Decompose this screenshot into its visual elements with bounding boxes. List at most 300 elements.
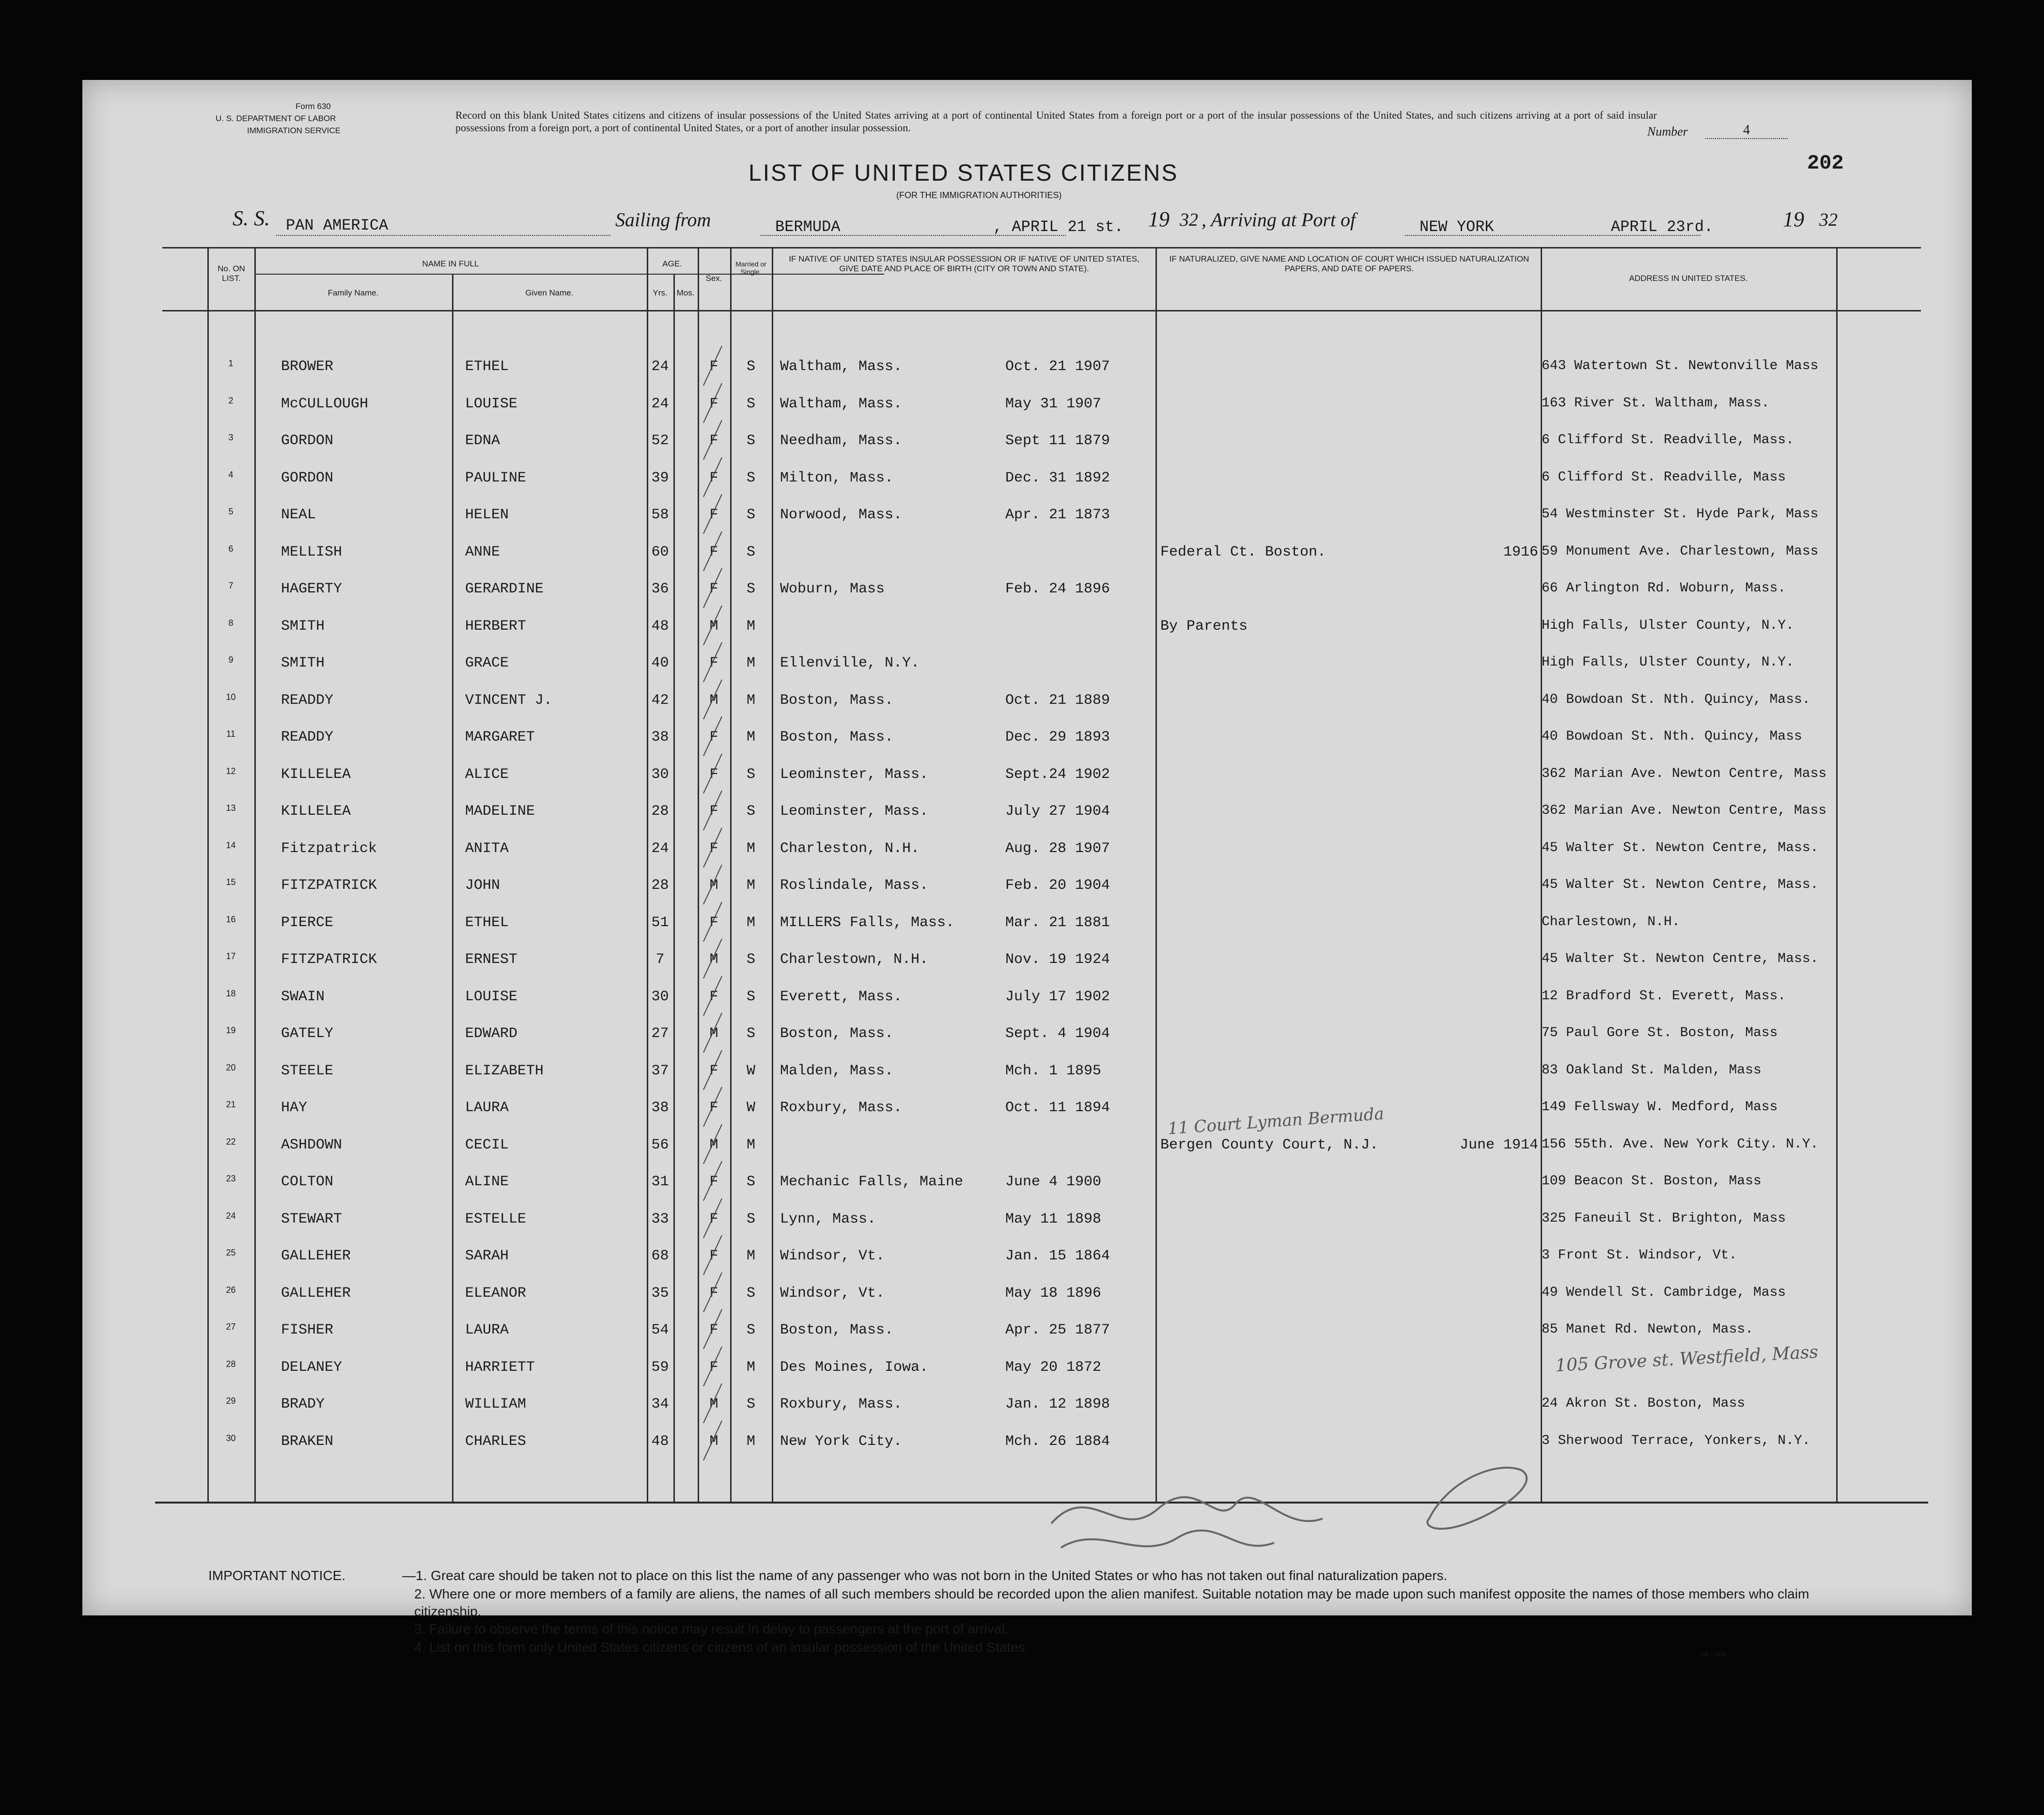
row-age: 27 (651, 1025, 669, 1042)
row-sex: F (709, 433, 718, 449)
row-ms: S (746, 1322, 755, 1338)
row-address: 45 Walter St. Newton Centre, Mass. (1542, 840, 1819, 855)
row-ms: M (746, 655, 755, 671)
row-age: 39 (651, 469, 669, 486)
row-family: COLTON (281, 1174, 334, 1190)
row-sex: M (709, 1136, 718, 1153)
row-place: MILLERS Falls, Mass. (780, 914, 955, 931)
row-ms: S (746, 358, 755, 375)
row-family: MELLISH (281, 543, 343, 560)
row-ms: S (746, 543, 755, 560)
row-date: Sept. 4 1904 (1005, 1025, 1110, 1042)
col-no-header: No. ON LIST. (218, 264, 245, 283)
row-family: Fitzpatrick (281, 840, 377, 857)
row-no: 26 (226, 1285, 236, 1295)
row-place: Malden, Mass. (780, 1062, 894, 1079)
row-family: FITZPATRICK (281, 951, 377, 968)
row-place: Mechanic Falls, Maine (780, 1174, 964, 1190)
row-given: GERARDINE (465, 581, 544, 597)
col-given-header: Given Name. (525, 288, 574, 297)
col-married-header: Married or Single. (735, 260, 766, 276)
row-age: 28 (651, 803, 669, 820)
row-sex: F (709, 766, 718, 783)
signature-scribble (1032, 1451, 1565, 1567)
row-address: 6 Clifford St. Readville, Mass. (1542, 433, 1794, 448)
row-sex: M (709, 1396, 718, 1412)
row-sex: M (709, 618, 718, 635)
row-sex: F (709, 507, 718, 523)
header-bottom-border (162, 310, 1921, 311)
row-ms: S (746, 1174, 755, 1190)
row-date: Oct. 11 1894 (1005, 1100, 1110, 1116)
row-address: 85 Manet Rd. Newton, Mass. (1542, 1322, 1753, 1337)
row-age: 42 (651, 692, 669, 709)
ship-name: PAN AMERICA (286, 217, 389, 234)
row-ms: S (746, 951, 755, 968)
notice-item-2: 2. Where one or more members of a family are aliens, the names of all such members should be recorded upon the alien manifest. Suitable notation may be made upon such manifest opposite the names of those members who claim citizenship. (414, 1586, 1810, 1619)
row-no: 25 (226, 1248, 236, 1257)
row-date: Aug. 28 1907 (1005, 840, 1110, 857)
row-given: PAULINE (465, 469, 527, 486)
row-address: 109 Beacon St. Boston, Mass (1542, 1174, 1762, 1189)
row-place: Woburn, Mass (780, 581, 885, 597)
row-family: STEELE (281, 1062, 334, 1079)
row-place: Charlestown, N.H. (780, 951, 929, 968)
row-given: ETHEL (465, 914, 509, 931)
row-place: Roxbury, Mass. (780, 1396, 903, 1412)
row-age: 35 (651, 1285, 669, 1302)
row-date: Jan. 15 1864 (1005, 1248, 1110, 1264)
row-family: NEAL (281, 507, 316, 523)
row-age: 38 (651, 1100, 669, 1116)
row-place: Everett, Mass. (780, 988, 903, 1005)
col-name-header: NAME IN FULL (422, 259, 479, 268)
row-place: Boston, Mass. (780, 729, 894, 745)
row-age: 51 (651, 914, 669, 931)
row-place: Ellenville, N.Y. (780, 655, 920, 671)
arrival-date: APRIL 23rd. (1611, 218, 1714, 236)
row-address: 3 Front St. Windsor, Vt. (1542, 1248, 1737, 1263)
row-family: HAGERTY (281, 581, 343, 597)
row-address: 362 Marian Ave. Newton Centre, Mass (1542, 803, 1827, 818)
row-family: FISHER (281, 1322, 334, 1338)
row-ms: M (746, 1359, 755, 1376)
col-divider (673, 274, 675, 1502)
col-family-header: Family Name. (328, 288, 379, 297)
row-place: Roslindale, Mass. (780, 877, 929, 894)
row-address: 3 Sherwood Terrace, Yonkers, N.Y. (1542, 1433, 1810, 1448)
row-date: June 4 1900 (1005, 1174, 1102, 1190)
year1-prefix: 19 (1148, 207, 1170, 231)
row-address: High Falls, Ulster County, N.Y. (1542, 655, 1794, 670)
row-sex: F (709, 1210, 718, 1227)
row-age: 34 (651, 1396, 669, 1412)
row-family: GATELY (281, 1025, 334, 1042)
row-address: 75 Paul Gore St. Boston, Mass (1542, 1025, 1778, 1040)
row-no: 12 (226, 766, 236, 776)
row-date: Apr. 21 1873 (1005, 507, 1110, 523)
row-nat: By Parents (1160, 618, 1248, 635)
row-no: 9 (228, 655, 234, 665)
row-given: EDWARD (465, 1025, 518, 1042)
row-sex: F (709, 803, 718, 820)
notice-heading: IMPORTANT NOTICE. (208, 1568, 346, 1583)
row-ms: M (746, 1248, 755, 1264)
col-address-header: ADDRESS IN UNITED STATES. (1629, 274, 1748, 283)
row-ms: M (746, 877, 755, 894)
row-age: 24 (651, 395, 669, 412)
row-family: GALLEHER (281, 1285, 351, 1302)
row-no: 8 (228, 618, 234, 628)
col-yrs-header: Yrs. (653, 288, 668, 297)
row-ms: S (746, 988, 755, 1005)
row-given: HERBERT (465, 618, 527, 635)
row-family: HAY (281, 1100, 308, 1116)
row-no: 15 (226, 877, 236, 887)
row-address: 45 Walter St. Newton Centre, Mass. (1542, 951, 1819, 966)
row-given: ANITA (465, 840, 509, 857)
row-place: Windsor, Vt. (780, 1285, 885, 1302)
row-sex: M (709, 877, 718, 894)
row-given: JOHN (465, 877, 500, 894)
record-instruction: Record on this blank United States citizens and citizens of insular possessions of the United States arriving at a port of continental United States from a foreign port or a port of the insular possessions of the United States, and such citizens arriving at a port of said insular possessions from a foreign port, a port of continental United States, or a port of another insular possession. (455, 109, 1657, 134)
row-age: 24 (651, 358, 669, 375)
row-given: LAURA (465, 1322, 509, 1338)
row-sex: M (709, 951, 718, 968)
row-date: Jan. 12 1898 (1005, 1396, 1110, 1412)
row-given: CHARLES (465, 1433, 527, 1450)
page-number: 202 (1807, 152, 1844, 175)
arriving-label: , Arriving at Port of (1201, 209, 1356, 231)
row-age: 33 (651, 1210, 669, 1227)
row-age: 37 (651, 1062, 669, 1079)
row-ms: M (746, 914, 755, 931)
row-given: LOUISE (465, 395, 518, 412)
service: IMMIGRATION SERVICE (247, 126, 341, 135)
row-ms: W (746, 1100, 755, 1116)
row-ms: S (746, 1396, 755, 1412)
page-subtitle: (FOR THE IMMIGRATION AUTHORITIES) (896, 190, 1062, 200)
sailing-from: BERMUDA (775, 218, 841, 236)
row-year: June 1914 (1459, 1136, 1538, 1153)
row-age: 68 (651, 1248, 669, 1264)
row-no: 11 (226, 729, 235, 739)
row-given: WILLIAM (465, 1396, 527, 1412)
row-given: ANNE (465, 543, 500, 560)
row-no: 3 (228, 433, 234, 442)
row-no: 13 (226, 803, 236, 813)
row-no: 24 (226, 1210, 236, 1221)
col-naturalized-header: IF NATURALIZED, GIVE NAME AND LOCATION OF COURT WHICH ISSUED NATURALIZATION PAPERS, AND DATE OF PAPERS. (1169, 254, 1529, 273)
col-divider (452, 274, 453, 1502)
row-ms: M (746, 840, 755, 857)
row-ms: S (746, 1210, 755, 1227)
row-no: 30 (226, 1433, 236, 1443)
col-divider (1155, 247, 1157, 1502)
row-no: 4 (228, 469, 234, 480)
row-given: MARGARET (465, 729, 535, 745)
row-given: EDNA (465, 433, 500, 449)
row-place: Charleston, N.H. (780, 840, 920, 857)
row-age: 24 (651, 840, 669, 857)
row-sex: F (709, 1248, 718, 1264)
manifest-page (82, 80, 1972, 1658)
year1-suffix: 32 (1180, 210, 1198, 230)
row-no: 2 (228, 395, 234, 405)
row-sex: F (709, 1359, 718, 1376)
row-family: McCULLOUGH (281, 395, 369, 412)
table-top-border (162, 247, 1921, 248)
row-sex: F (709, 543, 718, 560)
notice-item-4: 4. List on this form only United States citizens or citizens of an insular possession of the United States. (414, 1640, 1029, 1655)
row-sex: F (709, 581, 718, 597)
row-no: 22 (226, 1136, 236, 1147)
row-date: Oct. 21 1889 (1005, 692, 1110, 709)
row-family: SMITH (281, 655, 325, 671)
row-no: 21 (226, 1100, 236, 1109)
row-family: GORDON (281, 469, 334, 486)
row-sex: F (709, 1174, 718, 1190)
row-address: 362 Marian Ave. Newton Centre, Mass (1542, 766, 1827, 781)
sail-date: , APRIL 21 st. (993, 218, 1123, 236)
row-family: READDY (281, 729, 334, 745)
row-place: Leominster, Mass. (780, 766, 929, 783)
notice-item-1: —1. Great care should be taken not to place on this list the name of any passenger who was not born in the United States or who has not taken out final naturalization papers. (402, 1568, 1448, 1583)
row-address: 49 Wendell St. Cambridge, Mass (1542, 1285, 1786, 1300)
row-place: Norwood, Mass. (780, 507, 903, 523)
row-sex: F (709, 358, 718, 375)
row-date: Feb. 20 1904 (1005, 877, 1110, 894)
row-age: 40 (651, 655, 669, 671)
row-family: PIERCE (281, 914, 334, 931)
row-family: BRADY (281, 1396, 325, 1412)
row-family: KILLELEA (281, 803, 351, 820)
row-age: 30 (651, 988, 669, 1005)
row-place: Lynn, Mass. (780, 1210, 876, 1227)
row-place: New York City. (780, 1433, 903, 1450)
subheader-line (254, 274, 884, 275)
row-given: ERNEST (465, 951, 518, 968)
row-date: Mch. 1 1895 (1005, 1062, 1102, 1079)
row-age: 7 (655, 951, 665, 968)
row-address: 325 Faneuil St. Brighton, Mass (1542, 1210, 1786, 1226)
form-code: 14—008 (1701, 1650, 1726, 1658)
row-date: Dec. 29 1893 (1005, 729, 1110, 745)
row-sex: M (709, 692, 718, 709)
row-ms: S (746, 803, 755, 820)
row-age: 59 (651, 1359, 669, 1376)
row-given: ALINE (465, 1174, 509, 1190)
row-address: 12 Bradford St. Everett, Mass. (1542, 988, 1786, 1004)
row-address: 6 Clifford St. Readville, Mass (1542, 469, 1786, 485)
row-date: Oct. 21 1907 (1005, 358, 1110, 375)
row-age: 36 (651, 581, 669, 597)
row-given: ALICE (465, 766, 509, 783)
year2-prefix: 19 (1783, 207, 1804, 231)
row-no: 27 (226, 1322, 236, 1332)
row-age: 60 (651, 543, 669, 560)
row-address: 66 Arlington Rd. Woburn, Mass. (1542, 581, 1786, 596)
row-family: GALLEHER (281, 1248, 351, 1264)
row-sex: F (709, 395, 718, 412)
row-ms: M (746, 1136, 755, 1153)
row-ms: S (746, 1025, 755, 1042)
row-no: 19 (226, 1025, 236, 1035)
row-date: May 20 1872 (1005, 1359, 1102, 1376)
ship-line (276, 235, 610, 236)
row-date: Apr. 25 1877 (1005, 1322, 1110, 1338)
row-family: ASHDOWN (281, 1136, 343, 1153)
row-sex: F (709, 840, 718, 857)
row-given: LAURA (465, 1100, 509, 1116)
col-mos-header: Mos. (676, 288, 695, 297)
row-place: Needham, Mass. (780, 433, 903, 449)
row-sex: F (709, 988, 718, 1005)
row-no: 23 (226, 1174, 236, 1183)
col-birth-header: IF NATIVE OF UNITED STATES INSULAR POSSESSION OR IF NATIVE OF UNITED STATES, GIVE DATE AND PLACE OF BIRTH (CITY OR TOWN AND STATE). (789, 254, 1139, 273)
row-sex: M (709, 1025, 718, 1042)
row-date: Mar. 21 1881 (1005, 914, 1110, 931)
row-given: CECIL (465, 1136, 509, 1153)
row-nat: Bergen County Court, N.J. (1160, 1136, 1379, 1153)
row-place: Leominster, Mass. (780, 803, 929, 820)
row-place: Waltham, Mass. (780, 358, 903, 375)
col-divider (772, 247, 773, 1502)
row-sex: F (709, 1100, 718, 1116)
number-value: 4 (1705, 123, 1788, 139)
row-date: Sept.24 1902 (1005, 766, 1110, 783)
row-family: FITZPATRICK (281, 877, 377, 894)
form-number: Form 630 (296, 102, 331, 111)
row-sex: F (709, 1285, 718, 1302)
row-place: Des Moines, Iowa. (780, 1359, 929, 1376)
row-place: Boston, Mass. (780, 692, 894, 709)
sailing-label: Sailing from (615, 209, 711, 231)
row-ms: S (746, 469, 755, 486)
row-ms: M (746, 1433, 755, 1450)
row-date: May 18 1896 (1005, 1285, 1102, 1302)
row-no: 14 (226, 840, 236, 850)
row-age: 48 (651, 1433, 669, 1450)
number-label: Number (1647, 124, 1688, 139)
row-sex: F (709, 914, 718, 931)
row-no: 16 (226, 914, 236, 924)
row-ms: S (746, 507, 755, 523)
row-address: 163 River St. Waltham, Mass. (1542, 395, 1770, 411)
row-date: Dec. 31 1892 (1005, 469, 1110, 486)
row-sex: F (709, 729, 718, 745)
row-family: KILLELEA (281, 766, 351, 783)
row-address: 45 Walter St. Newton Centre, Mass. (1542, 877, 1819, 892)
row-address: Charlestown, N.H. (1542, 914, 1680, 930)
row-no: 6 (228, 543, 234, 554)
row-no: 5 (228, 507, 234, 516)
row-age: 58 (651, 507, 669, 523)
row-address: 156 55th. Ave. New York City. N.Y. (1542, 1136, 1819, 1152)
row-given: SARAH (465, 1248, 509, 1264)
row-place: Boston, Mass. (780, 1322, 894, 1338)
row-address: High Falls, Ulster County, N.Y. (1542, 618, 1794, 633)
row-family: BRAKEN (281, 1433, 334, 1450)
row-address: 149 Fellsway W. Medford, Mass (1542, 1100, 1778, 1115)
row-family: SWAIN (281, 988, 325, 1005)
row-sex: F (709, 655, 718, 671)
handwritten-court-note: 11 Court Lyman Bermuda (1167, 1104, 1385, 1139)
row-place: Waltham, Mass. (780, 395, 903, 412)
row-no: 7 (228, 581, 234, 590)
row-date: Feb. 24 1896 (1005, 581, 1110, 597)
row-given: ELIZABETH (465, 1062, 544, 1079)
col-divider (254, 247, 256, 1502)
row-age: 31 (651, 1174, 669, 1190)
notice-item-3: 3. Failure to observe the terms of this notice may result in delay to passengers at the port of arrival. (414, 1621, 1009, 1636)
row-address: 83 Oakland St. Malden, Mass (1542, 1062, 1762, 1078)
row-sex: F (709, 469, 718, 486)
row-age: 38 (651, 729, 669, 745)
row-date: Sept 11 1879 (1005, 433, 1110, 449)
row-place: Roxbury, Mass. (780, 1100, 903, 1116)
page-title: LIST OF UNITED STATES CITIZENS (749, 160, 1179, 186)
row-family: DELANEY (281, 1359, 343, 1376)
row-place: Boston, Mass. (780, 1025, 894, 1042)
row-given: ELEANOR (465, 1285, 527, 1302)
arrival-port: NEW YORK (1420, 218, 1494, 236)
row-ms: M (746, 729, 755, 745)
row-age: 28 (651, 877, 669, 894)
row-address: 24 Akron St. Boston, Mass (1542, 1396, 1746, 1411)
row-no: 1 (228, 358, 234, 368)
row-family: STEWART (281, 1210, 343, 1227)
row-nat: Federal Ct. Boston. (1160, 543, 1326, 560)
row-given: MADELINE (465, 803, 535, 820)
row-given: LOUISE (465, 988, 518, 1005)
row-ms: S (746, 395, 755, 412)
row-address: 643 Watertown St. Newtonville Mass (1542, 358, 1819, 373)
row-ms: W (746, 1062, 755, 1079)
row-place: Windsor, Vt. (780, 1248, 885, 1264)
year2-suffix: 32 (1819, 210, 1838, 230)
row-no: 20 (226, 1062, 236, 1072)
row-age: 30 (651, 766, 669, 783)
row-date: May 31 1907 (1005, 395, 1102, 412)
row-no: 17 (226, 951, 236, 961)
row-family: GORDON (281, 433, 334, 449)
row-ms: S (746, 433, 755, 449)
row-address: 59 Monument Ave. Charlestown, Mass (1542, 543, 1819, 559)
handwritten-address-note: 105 Grove st. Westfield, Mass (1555, 1342, 1819, 1376)
row-year: 1916 (1503, 543, 1538, 560)
row-given: HARRIETT (465, 1359, 535, 1376)
col-age-header: AGE. (662, 259, 682, 268)
row-family: READDY (281, 692, 334, 709)
row-age: 56 (651, 1136, 669, 1153)
row-no: 29 (226, 1396, 236, 1406)
row-sex: F (709, 1322, 718, 1338)
row-given: HELEN (465, 507, 509, 523)
row-sex: M (709, 1433, 718, 1450)
row-given: GRACE (465, 655, 509, 671)
row-age: 48 (651, 618, 669, 635)
row-no: 10 (226, 692, 236, 702)
row-given: ESTELLE (465, 1210, 527, 1227)
row-ms: S (746, 766, 755, 783)
row-no: 18 (226, 988, 236, 998)
col-sex-header: Sex. (705, 274, 722, 283)
department: U. S. DEPARTMENT OF LABOR (216, 114, 336, 123)
row-given: VINCENT J. (465, 692, 553, 709)
row-age: 54 (651, 1322, 669, 1338)
row-ms: S (746, 581, 755, 597)
